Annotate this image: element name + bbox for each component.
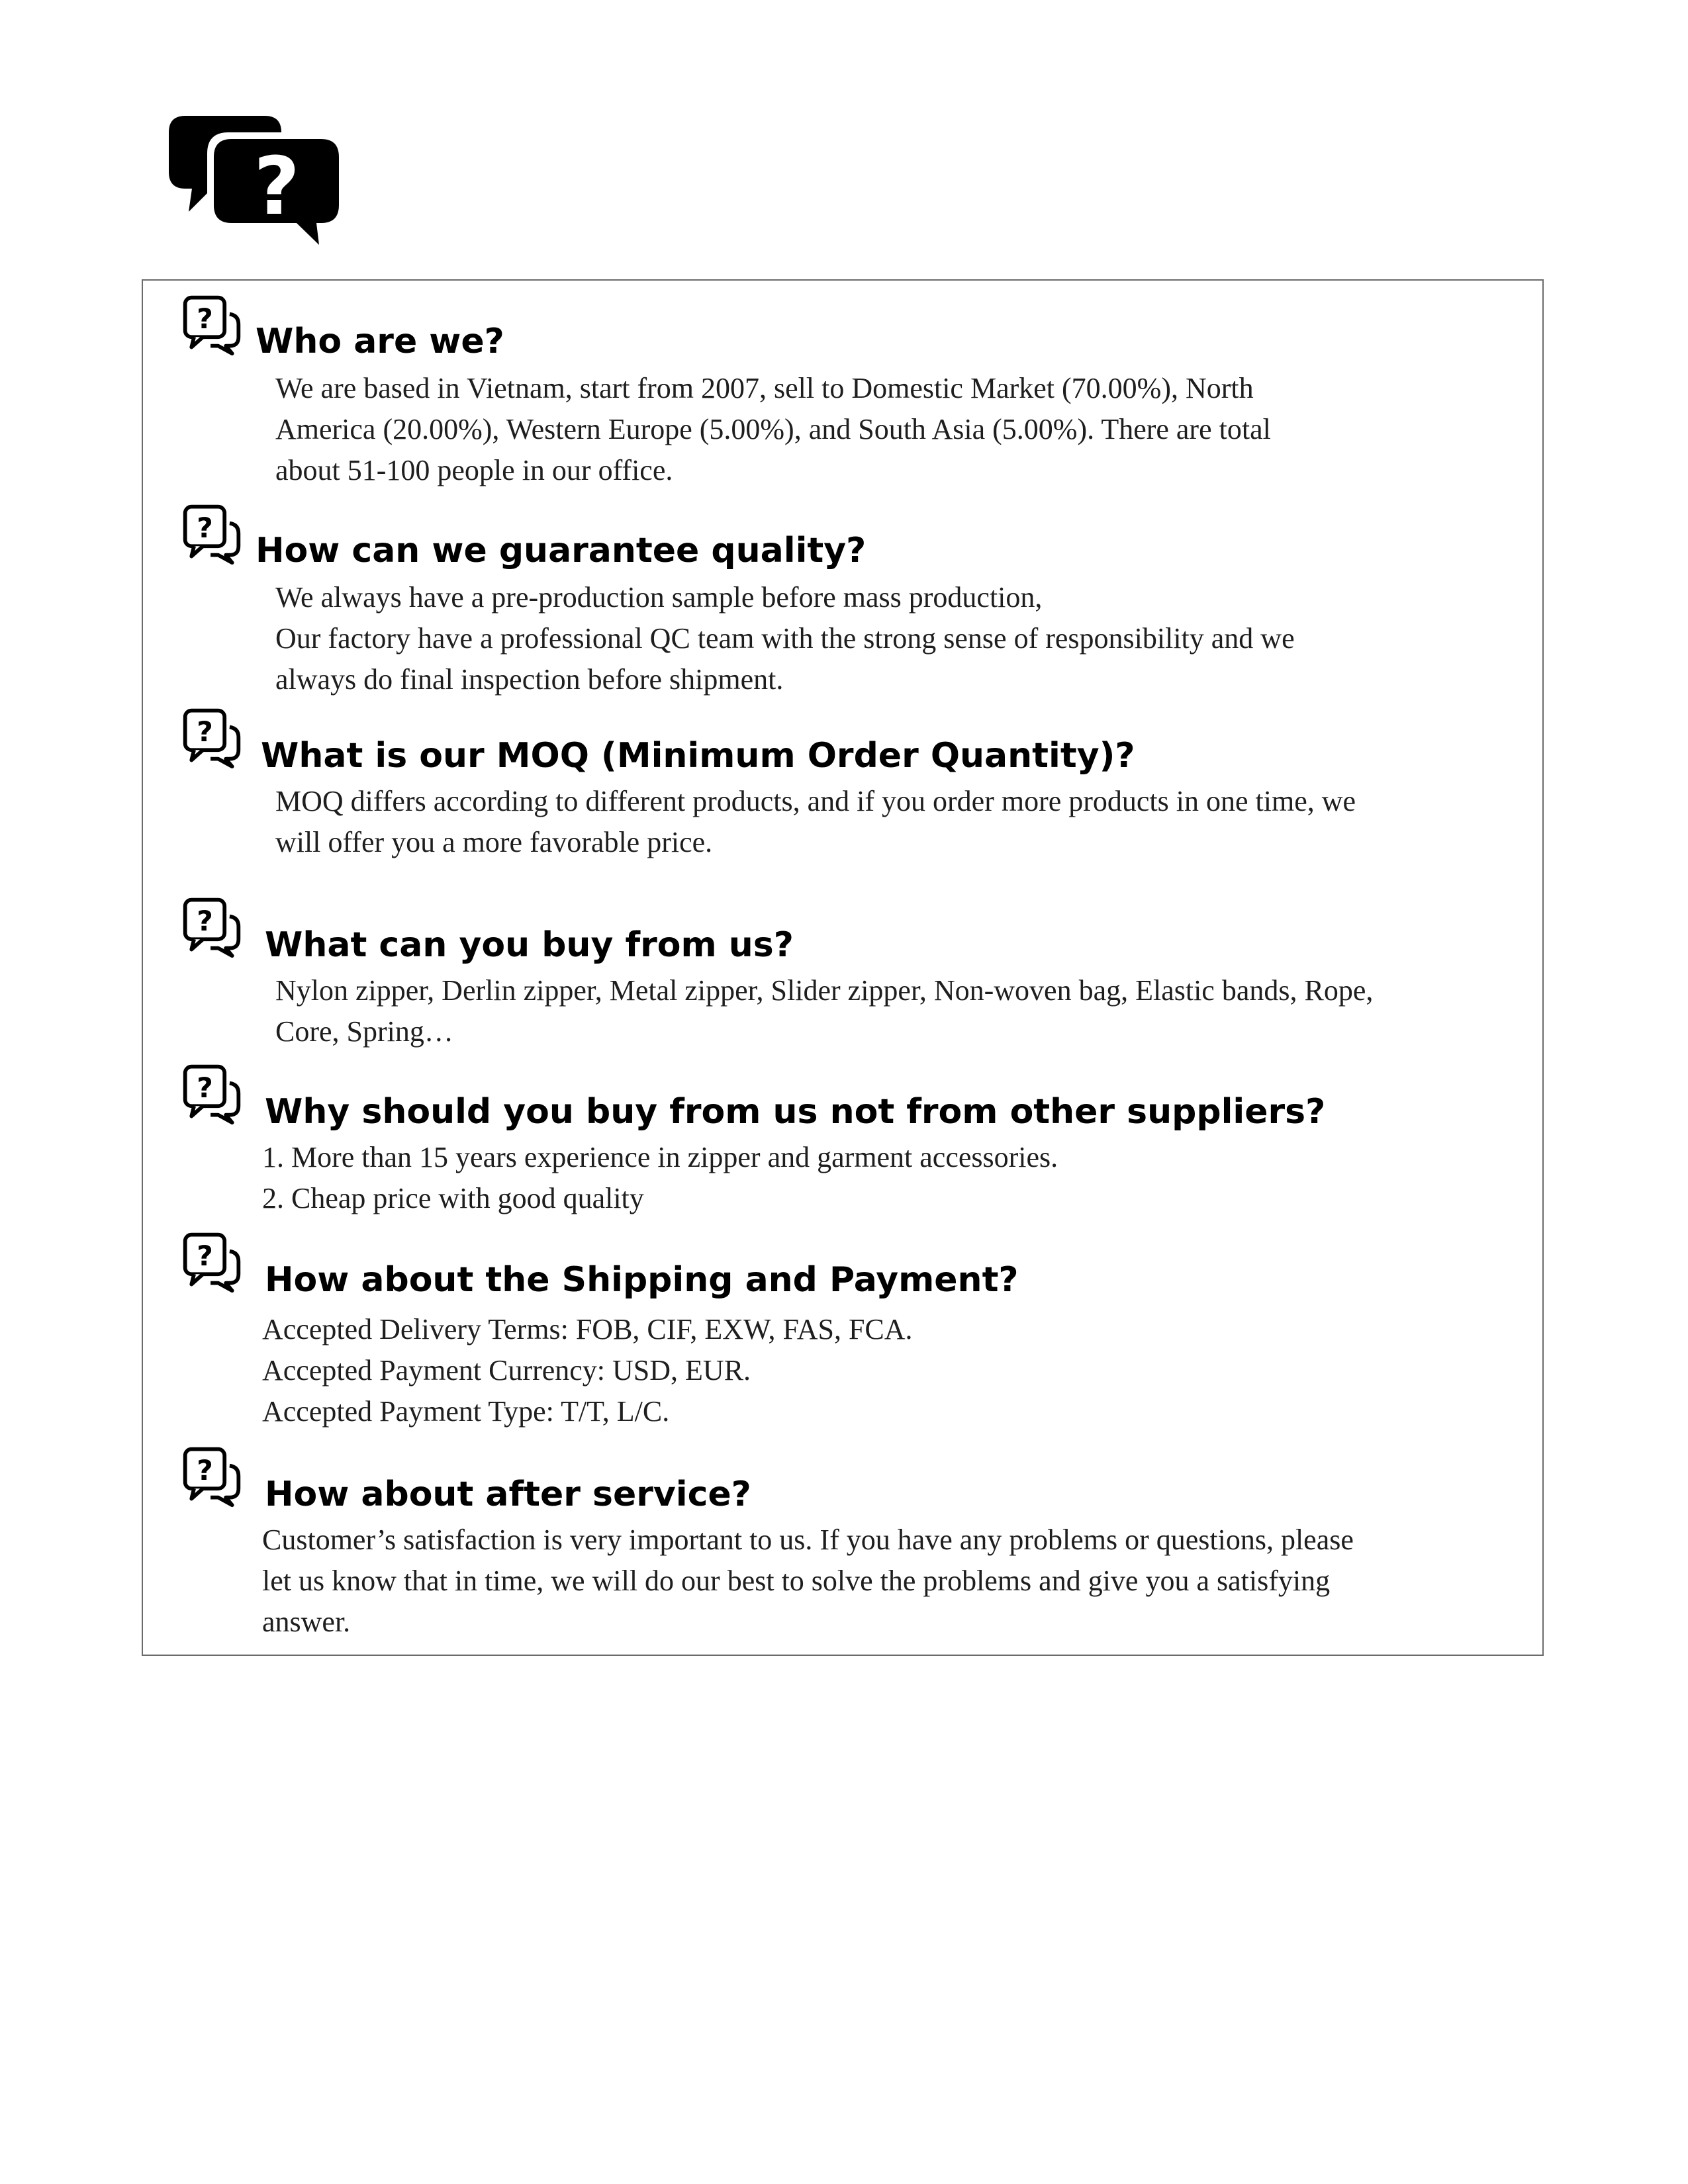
question-title: Why should you buy from us not from other suppliers? — [265, 1092, 1326, 1132]
svg-text:?: ? — [254, 141, 300, 233]
answer-text — [275, 970, 1520, 1052]
answer-line: MOQ differs according to different products, and if you order more products in one time, we — [275, 785, 1356, 817]
faq-box — [142, 279, 1544, 1656]
answer-line: Accepted Payment Currency: USD, EUR. — [262, 1354, 751, 1387]
speech-bubbles-question-icon — [165, 109, 351, 261]
svg-text:?: ? — [197, 511, 213, 544]
answer-line: Nylon zipper, Derlin zipper, Metal zipper, Slider zipper, Non-woven bag, Elastic bands, Rope, — [275, 974, 1374, 1007]
answer-line: Customer’s satisfaction is very important to us. If you have any problems or questions, please — [262, 1524, 1354, 1556]
answer-text — [275, 368, 1520, 491]
answer-line: 1. More than 15 years experience in zipper and garment accessories. — [262, 1141, 1058, 1173]
answer-text — [262, 1137, 1507, 1219]
answer-line: We are based in Vietnam, start from 2007, sell to Domestic Market (70.00%), North — [275, 372, 1254, 404]
question-title: What can you buy from us? — [265, 925, 794, 965]
question-title: How can we guarantee quality? — [256, 531, 867, 570]
svg-text:?: ? — [197, 715, 213, 748]
chat-question-icon — [180, 293, 244, 356]
answer-text — [262, 1520, 1507, 1643]
svg-text:?: ? — [197, 1453, 213, 1486]
answer-line: Accepted Payment Type: T/T, L/C. — [262, 1395, 670, 1428]
svg-text:?: ? — [197, 1239, 213, 1272]
answer-line: Our factory have a professional QC team with the strong sense of responsibility and we — [275, 622, 1295, 655]
answer-line: America (20.00%), Western Europe (5.00%), and South Asia (5.00%). There are total — [275, 413, 1271, 445]
answer-text — [262, 1309, 1507, 1432]
chat-question-icon — [180, 1444, 244, 1508]
answer-line: 2. Cheap price with good quality — [262, 1182, 644, 1214]
chat-question-icon — [180, 1062, 244, 1125]
answer-line: Core, Spring… — [275, 1015, 453, 1048]
answer-line: always do final inspection before shipment. — [275, 663, 784, 696]
svg-text:?: ? — [197, 302, 213, 335]
answer-text — [275, 577, 1520, 700]
chat-question-icon — [180, 705, 244, 769]
question-title: Who are we? — [256, 322, 504, 361]
svg-text:?: ? — [197, 904, 213, 937]
answer-line: We always have a pre-production sample before mass production, — [275, 581, 1043, 614]
question-title: How about after service? — [265, 1475, 751, 1514]
question-title: How about the Shipping and Payment? — [265, 1260, 1019, 1300]
chat-question-icon — [180, 1230, 244, 1293]
answer-line: about 51-100 people in our office. — [275, 454, 673, 486]
question-title: What is our MOQ (Minimum Order Quantity)? — [261, 736, 1135, 776]
answer-text — [275, 781, 1520, 863]
answer-line: answer. — [262, 1606, 351, 1638]
svg-text:?: ? — [197, 1071, 213, 1104]
answer-line: will offer you a more favorable price. — [275, 826, 713, 858]
answer-line: let us know that in time, we will do our best to solve the problems and give you a satisfying — [262, 1565, 1331, 1597]
answer-line: Accepted Delivery Terms: FOB, CIF, EXW, FAS, FCA. — [262, 1313, 913, 1345]
chat-question-icon — [180, 895, 244, 958]
chat-question-icon — [180, 502, 244, 565]
